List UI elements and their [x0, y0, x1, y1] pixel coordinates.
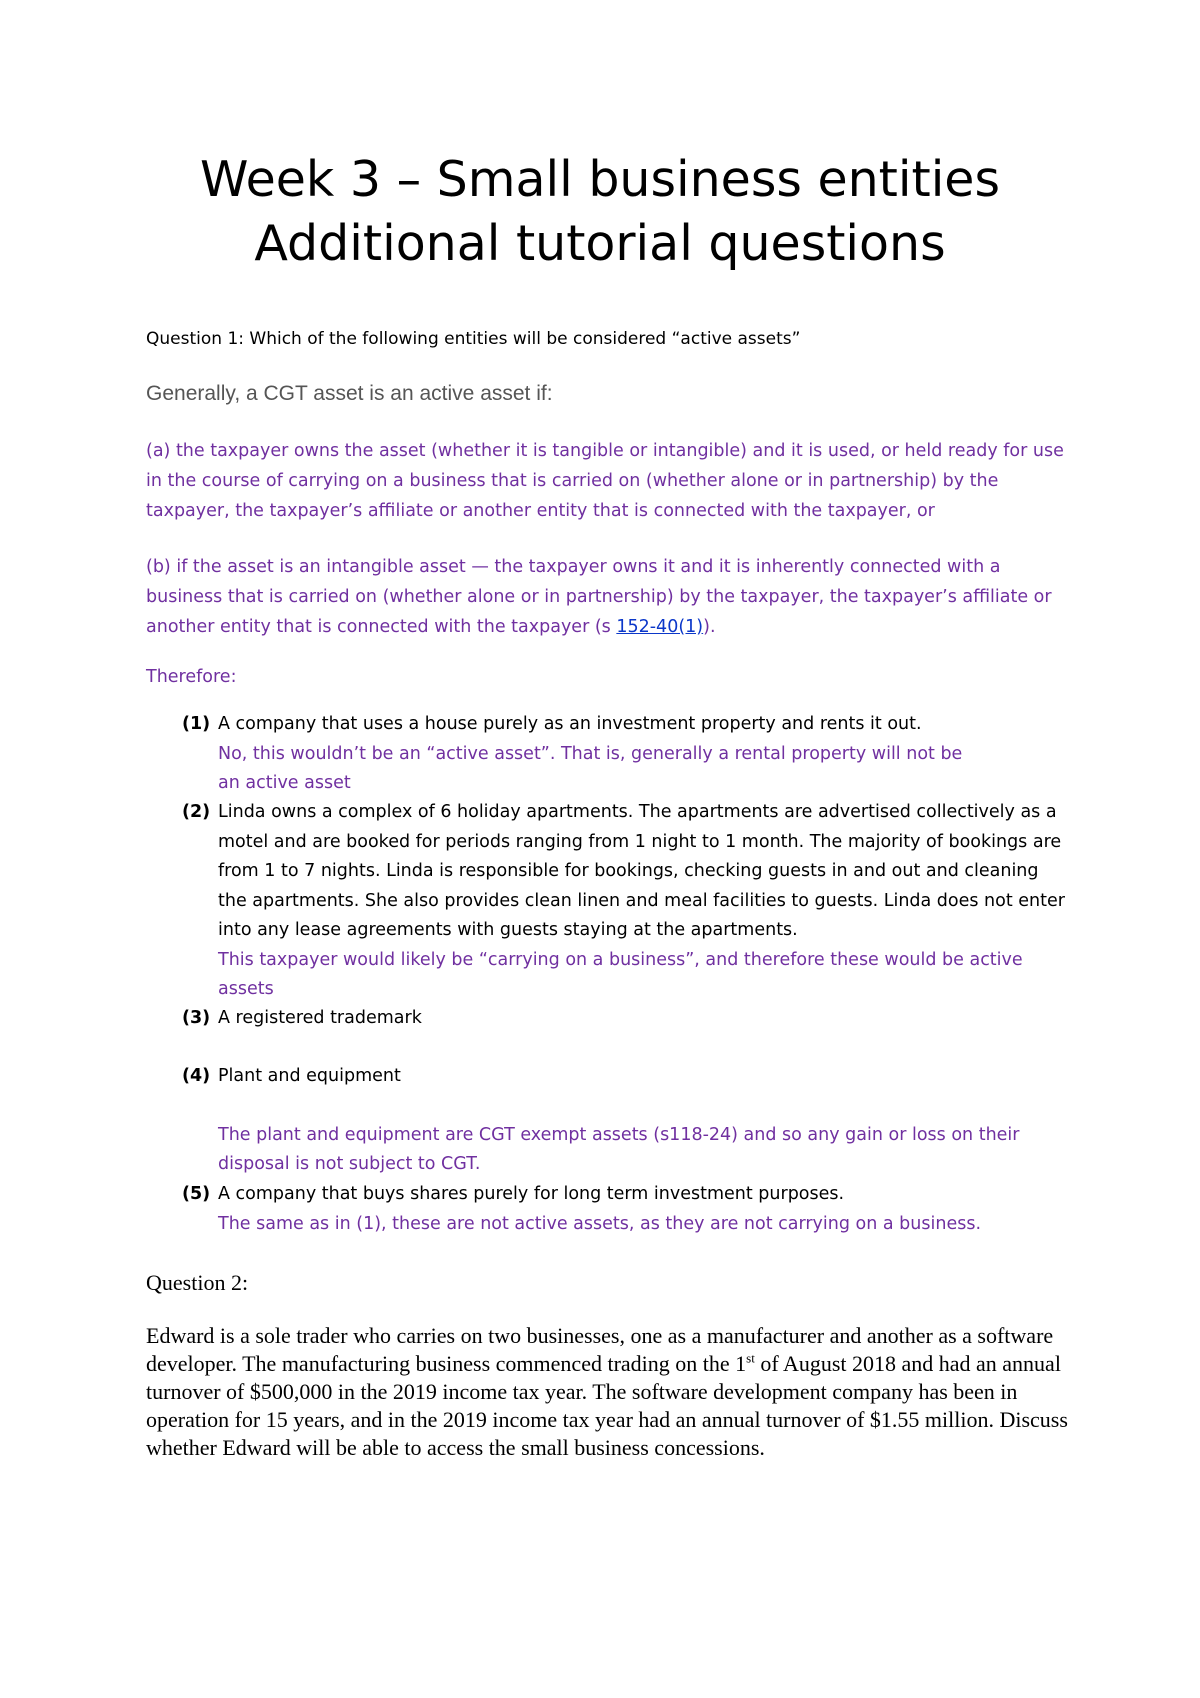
list-item-answer: No, this wouldn’t be an “active asset”. That is, generally a rental property will not be an active asset — [218, 743, 963, 793]
list-item-text: A registered trademark — [218, 1008, 422, 1028]
list-item-content — [218, 798, 1068, 1005]
list-item-answer: This taxpayer would likely be “carrying on a business”, and therefore these would be active assets — [218, 949, 1023, 999]
question-2-body — [146, 1322, 1076, 1462]
question-2-text-end: of August 2018 and had an annual turnover of $500,000 in the 2019 income tax year. The software development company has been in operation for 15 years, and in the 2019 income tax year had an annual turnover of $1.55 million. Discuss whether Edward will be able to access the small business concessions. — [146, 1351, 1068, 1460]
list-item-number: (1) — [182, 714, 211, 734]
list-item-content — [218, 1062, 1068, 1180]
list-item-answer: The same as in (1), these are not active assets, as they are not carrying on a business. — [218, 1213, 982, 1234]
list-item-text: Linda owns a complex of 6 holiday apartments. The apartments are advertised collectively as a motel and are booked for periods ranging from 1 night to 1 month. The majority of bookings are from 1 to 7 nights. Linda is responsible for bookings, checking guests in and out and cleaning the apartments. She also provides clean linen and meal facilities to guests. Linda does not enter into any lease agreements with guests staying at the apartments. — [218, 802, 1065, 940]
question-2-text: Edward is a sole trader who carries on two businesses, one as a manufacturer and another as a software developer. The manufacturing business commenced trading on the 1 — [146, 1323, 1054, 1376]
therefore-label: Therefore: — [146, 667, 237, 687]
list-item-content — [218, 1004, 1068, 1034]
section-152-40-link[interactable]: 152-40(1) — [616, 617, 704, 637]
list-item-text: Plant and equipment — [218, 1066, 401, 1086]
paragraph-b-end: ). — [703, 617, 716, 637]
list-item — [146, 710, 1066, 800]
list-item-content — [218, 1180, 1068, 1239]
list-item-answer: The plant and equipment are CGT exempt assets (s118-24) and so any gain or loss on their disposal is not subject to CGT. — [218, 1124, 1020, 1174]
list-item — [146, 1180, 1066, 1240]
list-item-number: (2) — [182, 802, 211, 822]
page-title-line-2: Additional tutorial questions — [254, 215, 946, 272]
definition-paragraph-b — [146, 552, 1066, 642]
list-item-text: A company that buys shares purely for long term investment purposes. — [218, 1184, 845, 1204]
list-item-number: (3) — [182, 1008, 211, 1028]
list-item-number: (5) — [182, 1184, 211, 1204]
list-item-text: A company that uses a house purely as an investment property and rents it out. — [218, 714, 922, 734]
page-title-line-1: Week 3 – Small business entities — [200, 151, 1000, 208]
active-asset-intro: Generally, a CGT asset is an active asset if: — [146, 382, 553, 405]
ordinal-suffix: st — [746, 1350, 755, 1366]
list-item — [146, 1062, 1066, 1172]
question-2-heading: Question 2: — [146, 1270, 249, 1295]
paragraph-b-text: (b) if the asset is an intangible asset — the taxpayer owns it and it is inherently connected with a business that is carried on (whether alone or in partnership) by the taxpayer, the taxpayer’s affiliate or another entity that is connected with the taxpayer (s — [146, 557, 1052, 637]
list-item-number: (4) — [182, 1066, 211, 1086]
question-1-heading: Question 1: Which of the following entities will be considered “active assets” — [146, 329, 801, 349]
list-item — [146, 798, 1066, 1008]
list-item-content — [218, 710, 1068, 799]
definition-paragraph-a: (a) the taxpayer owns the asset (whether it is tangible or intangible) and it is used, or held ready for use in the course of carrying on a business that is carried on (whether alone or in partnership) by the taxpayer, the taxpayer’s affiliate or another entity that is connected with the taxpayer, or — [146, 441, 1064, 521]
list-item — [146, 1004, 1066, 1034]
